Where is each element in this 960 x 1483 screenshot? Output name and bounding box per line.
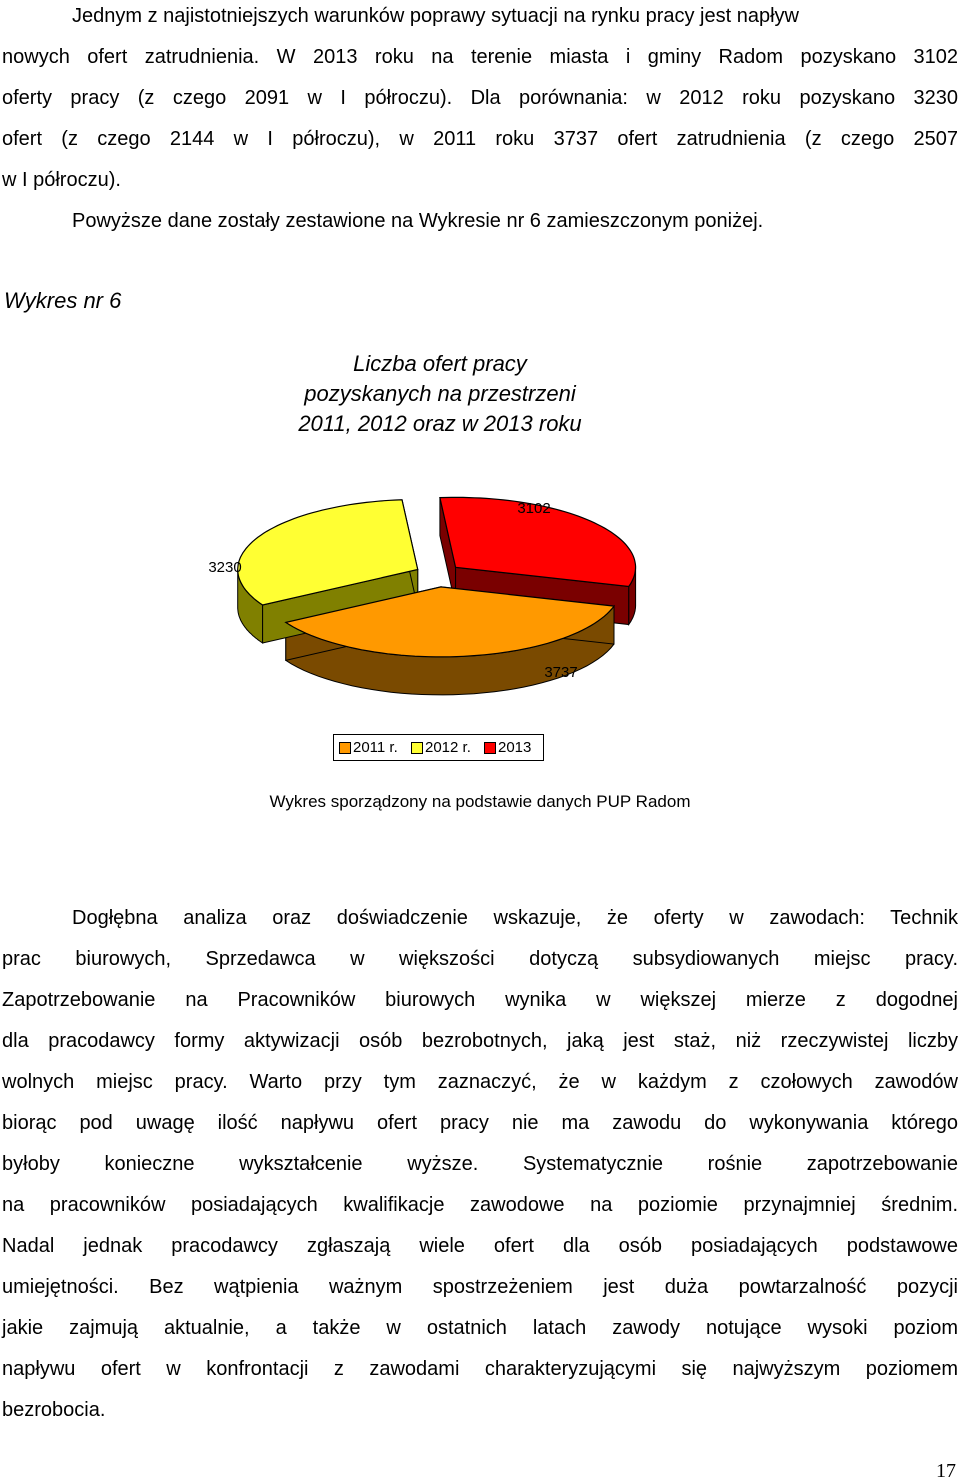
- source-note: Wykres sporządzony na podstawie danych PUP Radom: [269, 792, 691, 811]
- body-line-8: na pracowników posiadających kwalifikacje zawodowe na poziomie przynajmniej średnim.: [2, 1194, 958, 1216]
- intro-line-4: ofert (z czego 2144 w I półroczu), w 2011 roku 3737 ofert zatrudnienia (z czego 2507: [2, 128, 958, 150]
- body-line-7: byłoby konieczne wykształcenie wyższe. Systematycznie rośnie zapotrzebowanie: [2, 1153, 958, 1175]
- pie-chart: [0, 470, 960, 710]
- legend-label-2011: 2011 r.: [353, 739, 398, 756]
- body-line-4: dla pracodawcy formy aktywizacji osób bezrobotnych, jaką jest staż, niż rzeczywistej liczby: [2, 1030, 958, 1052]
- legend-swatch-2011: [339, 742, 351, 754]
- chart-title-line-2: pozyskanych na przestrzeni: [304, 381, 576, 406]
- body-line-1: Dogłębna analiza oraz doświadczenie wskazuje, że oferty w zawodach: Technik: [72, 907, 958, 929]
- body-line-5: wolnych miejsc pracy. Warto przy tym zaznaczyć, że w każdym z czołowych zawodów: [2, 1071, 958, 1093]
- intro-line-6: Powyższe dane zostały zestawione na Wykresie nr 6 zamieszczonym poniżej.: [72, 210, 764, 232]
- body-line-3: Zapotrzebowanie na Pracowników biurowych wynika w większej mierze z dogodnej: [2, 989, 958, 1011]
- body-line-12: napływu ofert w konfrontacji z zawodami charakteryzującymi się najwyższym poziomem: [2, 1358, 958, 1380]
- data-label-2012: 3230: [208, 559, 242, 576]
- intro-line-3: oferty pracy (z czego 2091 w I półroczu). Dla porównania: w 2012 roku pozyskano 3230: [2, 87, 958, 109]
- figure-heading: Wykres nr 6: [4, 288, 122, 313]
- legend-swatch-2012: [411, 742, 423, 754]
- page-number: 17: [936, 1460, 956, 1482]
- body-line-13: bezrobocia.: [2, 1399, 106, 1421]
- legend-swatch-2013: [484, 742, 496, 754]
- chart-title-line-1: Liczba ofert pracy: [353, 351, 527, 376]
- intro-line-2: nowych ofert zatrudnienia. W 2013 roku na terenie miasta i gminy Radom pozyskano 3102: [2, 46, 958, 68]
- body-line-2: prac biurowych, Sprzedawca w większości dotyczą subsydiowanych miejsc pracy.: [2, 948, 958, 970]
- body-line-11: jakie zajmują aktualnie, a także w ostatnich latach zawody notujące wysoki poziom: [2, 1317, 958, 1339]
- legend-label-2013: 2013: [498, 739, 532, 756]
- intro-line-5: w I półroczu).: [2, 169, 121, 191]
- chart-title-line-3: 2011, 2012 oraz w 2013 roku: [298, 411, 582, 436]
- chart-legend: [333, 734, 544, 761]
- body-line-9: Nadal jednak pracodawcy zgłaszają wiele ofert dla osób posiadających podstawowe: [2, 1235, 958, 1257]
- data-label-2011: 3737: [544, 664, 578, 681]
- intro-line-1: Jednym z najistotniejszych warunków poprawy sytuacji na rynku pracy jest napływ: [72, 5, 799, 27]
- body-line-10: umiejętności. Bez wątpienia ważnym spostrzeżeniem jest duża powtarzalność pozycji: [2, 1276, 958, 1298]
- data-label-2013: 3102: [517, 500, 551, 517]
- body-line-6: biorąc pod uwagę ilość napływu ofert pracy nie ma zawodu do wykonywania którego: [2, 1112, 958, 1134]
- legend-label-2012: 2012 r.: [425, 739, 471, 756]
